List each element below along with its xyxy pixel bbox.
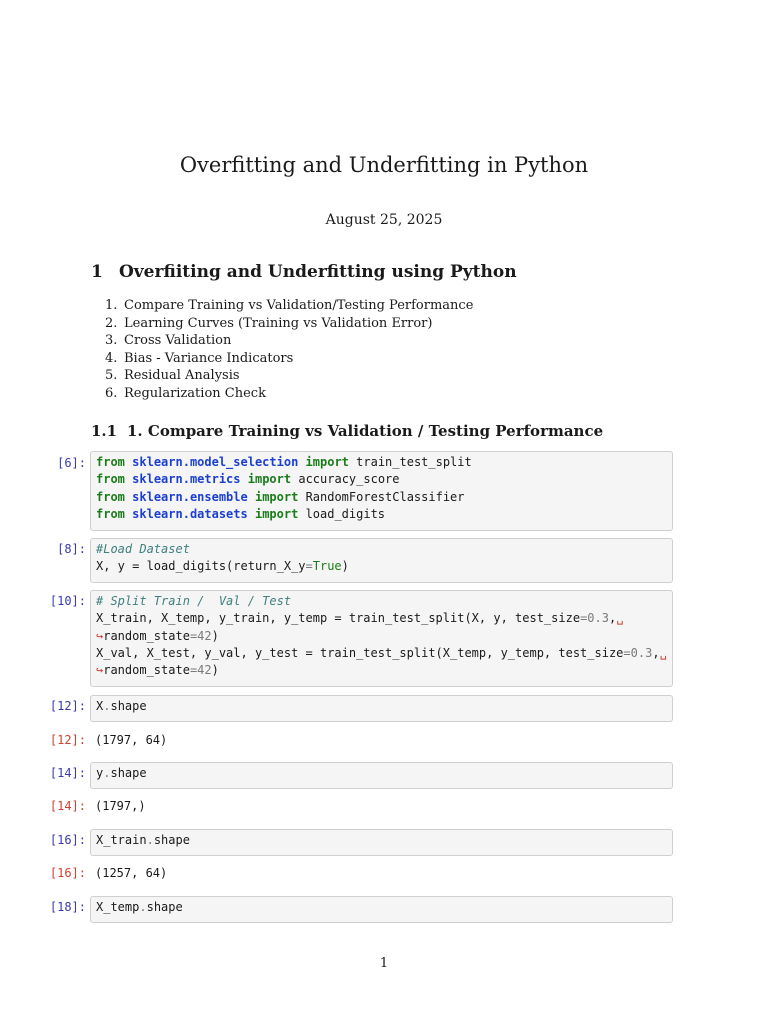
input-prompt: [18]:: [49, 900, 86, 914]
topic-item: [105, 315, 473, 333]
subsection-title: 1. Compare Training vs Validation / Testing Performance: [127, 422, 604, 440]
code-token: X_val, X_test, y_val, y_test = train_test_split(X_temp, y_temp, test_size: [96, 645, 624, 660]
output-prompt: [12]:: [49, 733, 86, 747]
name-token: accuracy_score: [298, 472, 400, 487]
input-prompt: [16]:: [49, 833, 86, 847]
name-token: load_digits: [305, 506, 386, 521]
code-cell-split[interactable]: [90, 590, 673, 687]
code-token: shape: [110, 699, 147, 713]
topic-text: Learning Curves (Training vs Validation Error): [124, 315, 433, 331]
code-token: X, y = load_digits(return_X_y: [96, 559, 306, 574]
code-token: ): [211, 663, 219, 678]
subsection-number: 1.1: [91, 422, 118, 440]
code-line: [96, 455, 472, 469]
topic-number: 3.: [105, 333, 118, 349]
code-cell-x-temp-shape[interactable]: [90, 896, 673, 923]
code-token: y: [96, 766, 104, 780]
operator-token: =: [623, 645, 631, 660]
code-token: shape: [153, 833, 190, 847]
keyword-token: from: [96, 489, 125, 504]
operator-token: .: [146, 833, 154, 847]
cell-output: (1797, 64): [95, 733, 168, 747]
topic-text: Cross Validation: [124, 333, 232, 349]
number-token: 42: [197, 663, 212, 678]
topic-item: [105, 297, 473, 315]
operator-token: .: [139, 900, 147, 914]
code-line: [96, 629, 219, 643]
topic-text: Compare Training vs Validation/Testing Performance: [124, 298, 474, 313]
code-line: [96, 611, 623, 625]
topic-text: Bias - Variance Indicators: [124, 350, 294, 366]
section-title: Overfiiting and Underfitting using Python: [119, 262, 517, 282]
code-line: [96, 472, 400, 486]
operator-token: =: [189, 663, 198, 678]
number-token: 0.3: [630, 645, 653, 660]
module-token: sklearn.datasets: [132, 506, 248, 521]
operator-token: .: [103, 766, 111, 780]
input-prompt: [8]:: [57, 542, 86, 556]
topic-item: [105, 367, 473, 385]
code-token: ,: [652, 645, 660, 660]
operator-token: =: [305, 559, 313, 574]
keyword-token: from: [96, 506, 125, 521]
topic-item: [105, 332, 473, 350]
keyword-token: import: [247, 472, 292, 487]
operator-token: .: [103, 699, 111, 713]
topic-number: 6.: [105, 385, 118, 401]
operator-token: =: [189, 628, 198, 643]
code-token: X_temp: [96, 900, 140, 914]
code-token: shape: [146, 900, 183, 914]
keyword-token: import: [305, 455, 349, 469]
topic-number: 4.: [105, 350, 118, 366]
continuation-arrow-icon: ↪: [96, 663, 104, 678]
cell-output: (1797,): [95, 799, 146, 813]
code-token: X_train: [96, 833, 147, 847]
name-token: train_test_split: [356, 455, 472, 469]
section-number: 1: [91, 262, 103, 282]
code-cell-y-shape[interactable]: [90, 762, 673, 789]
keyword-token: import: [254, 506, 299, 521]
name-token: RandomForestClassifier: [305, 489, 465, 504]
subsection-heading: [91, 421, 603, 441]
line-break-marker: ␣: [659, 645, 667, 660]
code-line: [96, 507, 385, 521]
input-prompt: [10]:: [49, 594, 86, 608]
code-cell-load-dataset[interactable]: [90, 538, 673, 583]
input-prompt: [12]:: [49, 699, 86, 713]
code-line: [96, 646, 667, 660]
topic-number: 1.: [105, 298, 118, 313]
topic-number: 2.: [105, 315, 118, 331]
input-prompt: [14]:: [49, 766, 86, 780]
code-token: ): [211, 628, 219, 643]
keyword-token: from: [96, 455, 125, 469]
line-break-marker: ␣: [616, 611, 624, 626]
code-token: random_state: [103, 628, 190, 643]
topic-text: Regularization Check: [124, 385, 266, 401]
number-token: 42: [197, 628, 212, 643]
output-prompt: [16]:: [49, 866, 86, 880]
code-token: random_state: [103, 663, 190, 678]
output-prompt: [14]:: [49, 799, 86, 813]
code-line: [96, 663, 219, 677]
document-title: Overfitting and Underfitting in Python: [179, 153, 589, 177]
code-cell-x-shape[interactable]: [90, 695, 673, 722]
code-token: X: [96, 699, 104, 713]
section-heading: [91, 261, 517, 283]
topic-item: [105, 350, 473, 368]
number-token: 0.3: [587, 611, 609, 626]
topic-number: 5.: [105, 368, 118, 384]
comment-token: #Load Dataset: [96, 542, 190, 556]
keyword-token: import: [254, 489, 299, 504]
module-token: sklearn.metrics: [132, 472, 241, 487]
code-token: ,: [608, 611, 617, 626]
literal-token: True: [312, 559, 342, 574]
code-token: X_train, X_temp, y_train, y_temp = train_test_split(X, y, test_size: [96, 611, 581, 626]
code-cell-x-train-shape[interactable]: [90, 829, 673, 856]
cell-output: (1257, 64): [95, 866, 168, 880]
module-token: sklearn.model_selection: [132, 455, 299, 469]
topic-item: [105, 385, 473, 403]
document-date: August 25, 2025: [325, 212, 443, 228]
page-number: 1: [379, 956, 389, 971]
keyword-token: from: [96, 472, 125, 487]
continuation-arrow-icon: ↪: [96, 628, 104, 643]
code-line: [96, 559, 349, 573]
topic-list: [105, 297, 473, 403]
code-line: [96, 490, 465, 504]
code-cell-imports[interactable]: [90, 451, 673, 531]
topic-text: Residual Analysis: [124, 368, 240, 384]
comment-token: # Split Train / Val / Test: [96, 594, 292, 608]
code-token: shape: [110, 766, 147, 780]
code-token: ): [341, 559, 349, 574]
module-token: sklearn.ensemble: [132, 489, 248, 504]
operator-token: =: [580, 611, 588, 626]
input-prompt: [6]:: [57, 456, 86, 470]
